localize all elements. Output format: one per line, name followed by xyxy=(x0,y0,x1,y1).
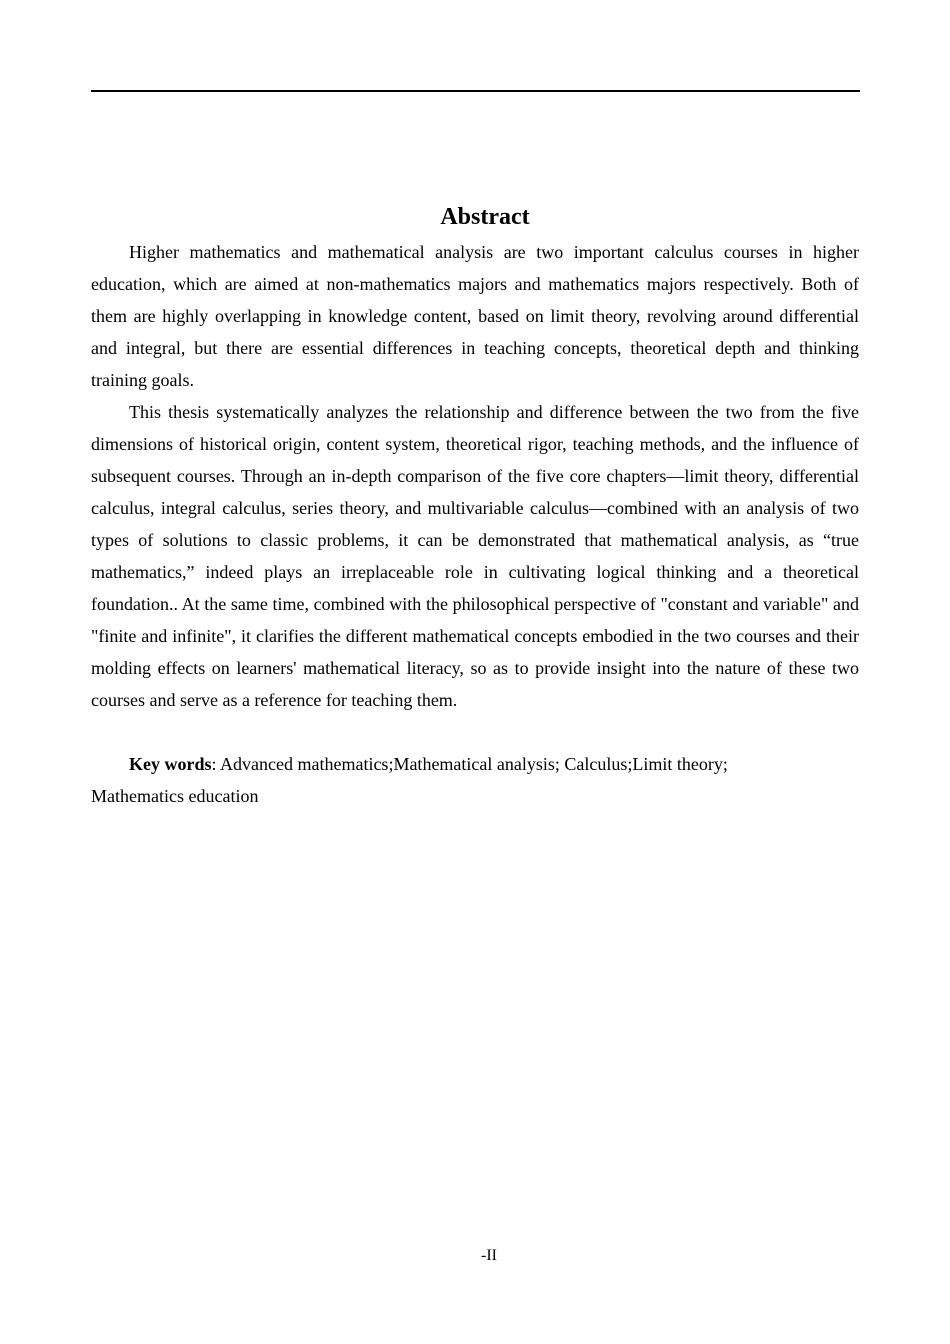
keywords-line xyxy=(91,748,791,812)
abstract-paragraph-2: This thesis systematically analyzes the relationship and difference between the two from the five dimensions of historical origin, content system, theoretical rigor, teaching methods, and the influence of subsequent courses. Through an in-depth comparison of the five core chapters—limit theory, differential calculus, integral calculus, series theory, and multivariable calculus—combined with an analysis of two types of solutions to classic problems, it can be demonstrated that mathematical analysis, as “true mathematics,” indeed plays an irreplaceable role in cultivating logical thinking and a theoretical foundation.. At the same time, combined with the philosophical perspective of "constant and variable" and "finite and infinite", it clarifies the different mathematical concepts embodied in the two courses and their molding effects on learners' mathematical literacy, so as to provide insight into the nature of these two courses and serve as a reference for teaching them. xyxy=(91,402,859,710)
abstract-title: Abstract xyxy=(440,204,530,230)
header-rule xyxy=(91,90,860,92)
abstract-paragraph-1: Higher mathematics and mathematical analysis are two important calculus courses in higher education, which are aimed at non-mathematics majors and mathematics majors respectively. Both of them are highly overlapping in knowledge content, based on limit theory, revolving around differential and integral, but there are essential differences in teaching concepts, theoretical depth and thinking training goals. xyxy=(91,242,859,390)
keywords-label: Key words xyxy=(129,754,212,774)
abstract-section xyxy=(91,200,859,812)
keywords-text: : Advanced mathematics;Mathematical analysis; Calculus;Limit theory; Mathematics education xyxy=(91,754,728,806)
page-number: -II xyxy=(481,1247,497,1264)
